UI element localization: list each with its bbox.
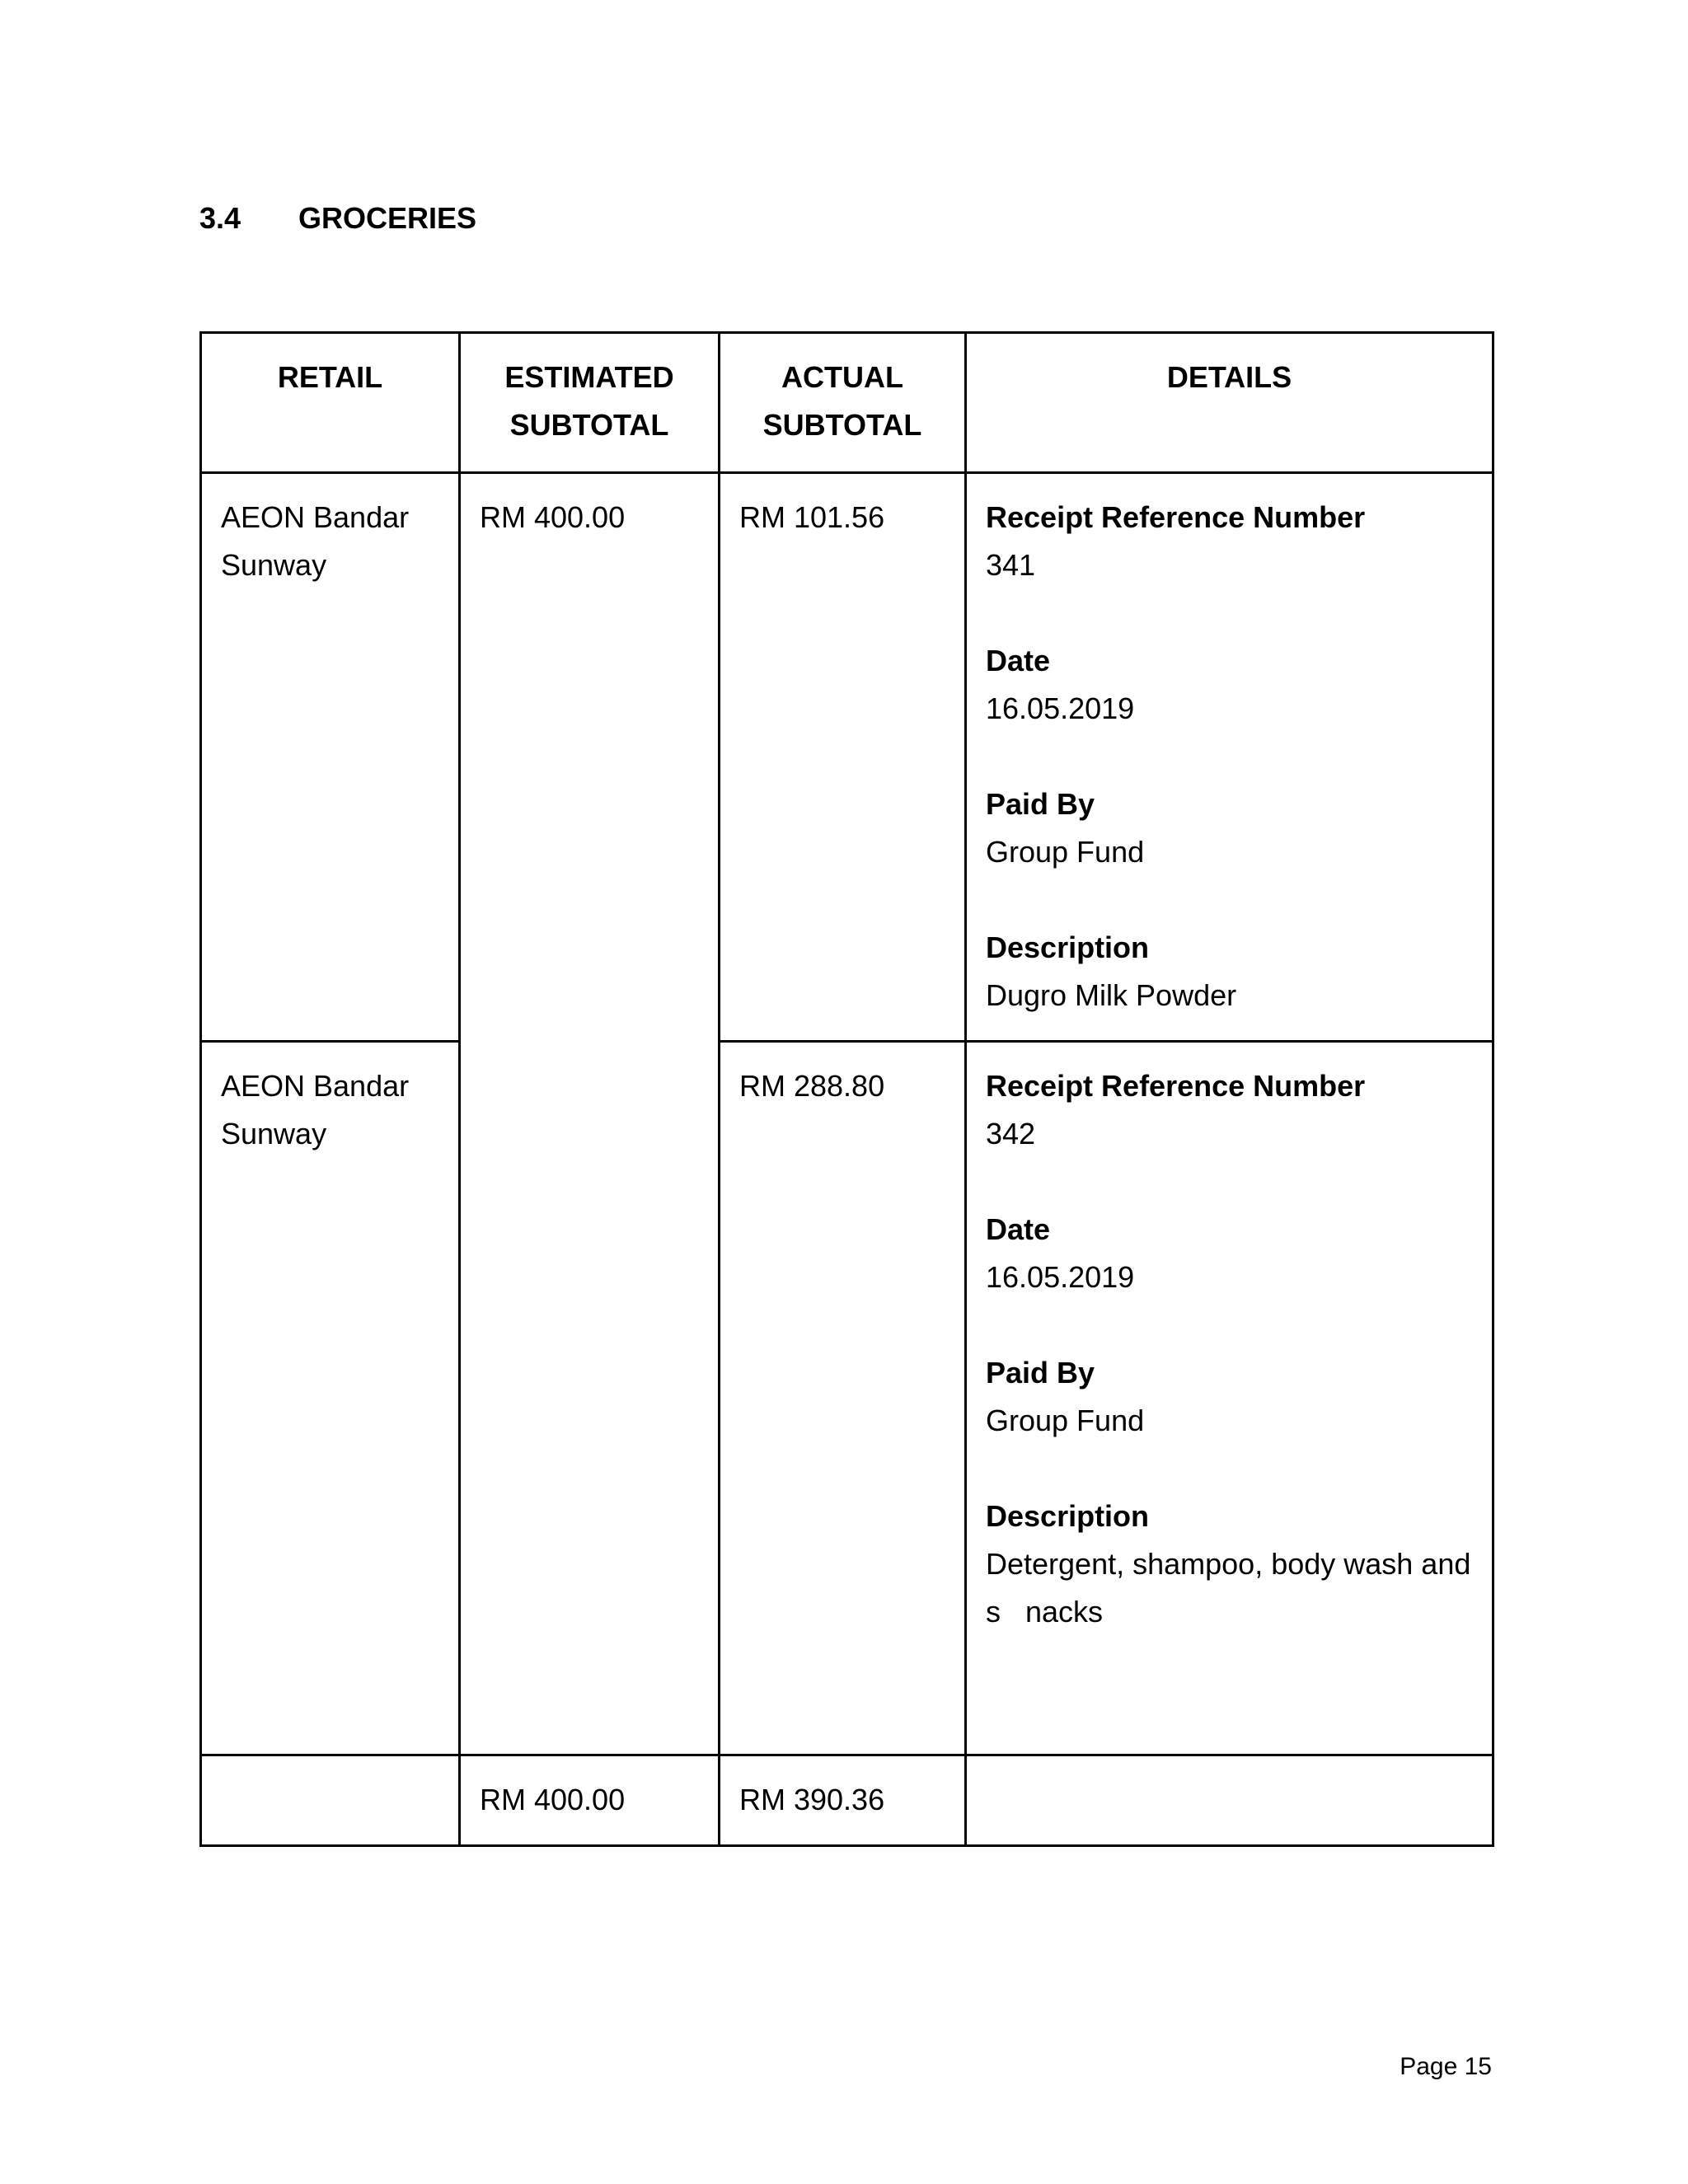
detail-value: Group Fund — [986, 1404, 1145, 1437]
detail-label: Receipt Reference Number — [986, 1069, 1366, 1103]
section-title: GROCERIES — [298, 201, 477, 235]
detail-paid-by — [986, 780, 1473, 876]
estimated-subtotal-cell: RM 400.00 — [460, 473, 720, 1755]
retail-cell: AEON Bandar Sunway — [201, 473, 460, 1042]
detail-value: 342 — [986, 1117, 1036, 1151]
detail-date — [986, 1206, 1473, 1301]
detail-label: Date — [986, 1212, 1051, 1246]
detail-receipt-reference — [986, 1062, 1473, 1158]
groceries-table — [199, 331, 1494, 1847]
table-row — [201, 1042, 1493, 1755]
total-estimated-subtotal-cell: RM 400.00 — [460, 1755, 720, 1846]
detail-label: Receipt Reference Number — [986, 500, 1366, 534]
detail-date — [986, 637, 1473, 733]
actual-subtotal-cell: RM 288.80 — [720, 1042, 966, 1755]
header-details: DETAILS — [966, 333, 1493, 473]
detail-description — [986, 924, 1473, 1019]
actual-subtotal-cell: RM 101.56 — [720, 473, 966, 1042]
detail-value: Dugro Milk Powder — [986, 978, 1237, 1012]
detail-label: Paid By — [986, 1356, 1095, 1390]
table-row — [201, 473, 1493, 1042]
section-number: 3.4 — [199, 201, 241, 235]
total-details-cell — [966, 1755, 1493, 1846]
totals-row — [201, 1755, 1493, 1846]
detail-label: Description — [986, 930, 1150, 964]
table-header-row — [201, 333, 1493, 473]
page-number: Page 15 — [1400, 2053, 1492, 2080]
detail-paid-by — [986, 1349, 1473, 1445]
retail-cell: AEON Bandar Sunway — [201, 1042, 460, 1755]
detail-value: Detergent, shampoo, body wash and s nacks — [986, 1547, 1479, 1629]
detail-receipt-reference — [986, 494, 1473, 589]
detail-value: 341 — [986, 548, 1036, 582]
header-actual-subtotal: ACTUAL SUBTOTAL — [720, 333, 966, 473]
total-actual-subtotal-cell: RM 390.36 — [720, 1755, 966, 1846]
detail-value: Group Fund — [986, 835, 1145, 869]
detail-value: 16.05.2019 — [986, 1260, 1135, 1294]
section-heading — [199, 198, 476, 239]
detail-value: 16.05.2019 — [986, 691, 1135, 725]
detail-description — [986, 1493, 1479, 1636]
details-cell — [966, 473, 1493, 1042]
detail-label: Paid By — [986, 787, 1095, 821]
header-estimated-subtotal: ESTIMATED SUBTOTAL — [460, 333, 720, 473]
total-retail-cell — [201, 1755, 460, 1846]
details-cell — [966, 1042, 1493, 1755]
detail-label: Description — [986, 1499, 1150, 1533]
detail-label: Date — [986, 644, 1051, 677]
header-retail: RETAIL — [201, 333, 460, 473]
